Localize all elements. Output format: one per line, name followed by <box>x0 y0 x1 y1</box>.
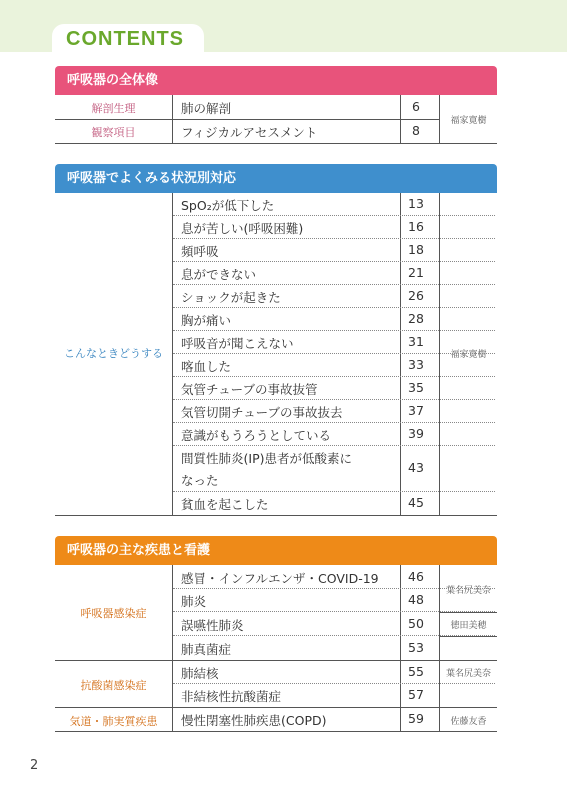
category-label: 解剖生理 <box>91 102 136 115</box>
toc-row[interactable] <box>173 423 495 446</box>
toc-item-page: 8 <box>412 123 420 138</box>
section-overview <box>55 66 497 144</box>
toc-item-page: 55 <box>408 664 424 679</box>
author-name: 福家寛樹 <box>450 350 487 360</box>
page-number: 2 <box>30 758 39 773</box>
page-title: CONTENTS <box>66 28 184 50</box>
author-name: 佐藤友香 <box>450 717 487 727</box>
toc-item-title-continued: なった <box>181 473 219 488</box>
toc-row[interactable] <box>173 707 495 731</box>
toc-item-page: 53 <box>408 640 424 655</box>
toc-item-page: 6 <box>412 99 420 114</box>
category-label: 観察項目 <box>91 126 136 139</box>
toc-item-page: 50 <box>408 616 424 631</box>
toc-row[interactable] <box>173 193 495 216</box>
toc-item-title: 感冒・インフルエンザ・COVID-19 <box>181 571 379 586</box>
category-label: 気道・肺実質疾患 <box>69 715 158 728</box>
toc-item-page: 43 <box>408 460 424 475</box>
toc-row[interactable] <box>173 239 495 262</box>
toc-item-title: 意識がもうろうとしている <box>181 428 332 443</box>
section-situations <box>55 164 497 516</box>
toc-item-title: 喀血した <box>181 359 232 374</box>
toc-item-page: 37 <box>408 403 424 418</box>
section-header: 呼吸器の主な疾患と看護 <box>55 536 497 565</box>
toc-row[interactable] <box>173 285 495 308</box>
toc-item-page: 13 <box>408 196 424 211</box>
toc-row[interactable] <box>173 565 495 589</box>
author-name: 葉名尻美奈 <box>445 586 491 596</box>
toc-item-page: 28 <box>408 311 424 326</box>
toc-item-title: 誤嚥性肺炎 <box>181 618 244 633</box>
toc-item-page: 33 <box>408 357 424 372</box>
toc-row[interactable] <box>173 216 495 239</box>
toc-item-title: 肺真菌症 <box>181 642 232 657</box>
toc-item-page: 48 <box>408 592 424 607</box>
category-label: こんなときどうする <box>64 347 163 360</box>
toc-item-title: 肺の解剖 <box>181 101 232 116</box>
toc-item-title: 貧血を起こした <box>181 497 269 512</box>
section-header: 呼吸器の全体像 <box>55 66 497 95</box>
toc-item-page: 26 <box>408 288 424 303</box>
toc-item-page: 21 <box>408 265 424 280</box>
toc-item-page: 16 <box>408 219 424 234</box>
toc-row[interactable] <box>173 400 495 423</box>
toc-item-page: 45 <box>408 495 424 510</box>
toc-item-title: 息が苦しい(呼吸困難) <box>181 221 304 236</box>
author-name: 葉名尻美奈 <box>445 669 491 679</box>
toc-item-page: 18 <box>408 242 424 257</box>
author-name: 徳田美穂 <box>450 621 487 631</box>
toc-row[interactable] <box>173 589 495 612</box>
section-diseases <box>55 536 497 732</box>
toc-item-page: 59 <box>408 711 424 726</box>
section-table <box>55 193 497 516</box>
toc-item-title: 肺炎 <box>181 594 207 609</box>
toc-row[interactable] <box>173 354 495 377</box>
toc-item-title: 呼吸音が聞こえない <box>181 336 294 351</box>
toc-item-title: 非結核性抗酸菌症 <box>181 689 282 704</box>
section-header: 呼吸器でよくみる状況別対応 <box>55 164 497 193</box>
toc-row[interactable] <box>173 492 495 515</box>
toc-row[interactable] <box>173 377 495 400</box>
contents-tab <box>52 24 204 54</box>
category-label: 呼吸器感染症 <box>80 607 147 620</box>
toc-row[interactable] <box>173 636 495 660</box>
section-table <box>55 95 497 144</box>
toc-item-page: 46 <box>408 569 424 584</box>
toc-row[interactable] <box>173 308 495 331</box>
author-name: 福家寛樹 <box>450 116 487 126</box>
toc-item-title: 息ができない <box>181 267 257 282</box>
toc-row[interactable] <box>173 446 495 492</box>
toc-item-title: フィジカルアセスメント <box>181 125 318 140</box>
toc-item-title: 気管チューブの事故抜管 <box>181 382 318 397</box>
toc-row[interactable] <box>173 684 495 707</box>
toc-item-title: 間質性肺炎(IP)患者が低酸素に <box>181 451 352 466</box>
toc-item-title: 気管切開チューブの事故抜去 <box>181 405 343 420</box>
toc-item-page: 39 <box>408 426 424 441</box>
toc-item-title: SpO₂が低下した <box>181 198 275 213</box>
toc-row[interactable] <box>173 612 495 636</box>
toc-item-page: 35 <box>408 380 424 395</box>
toc-row[interactable] <box>173 331 495 354</box>
toc-item-title: ショックが起きた <box>181 290 281 305</box>
toc-item-page: 31 <box>408 334 424 349</box>
category-label: 抗酸菌感染症 <box>80 679 147 692</box>
toc-row[interactable] <box>173 660 495 684</box>
toc-item-title: 頻呼吸 <box>181 244 219 259</box>
toc-item-title: 肺結核 <box>181 666 219 681</box>
toc-item-page: 57 <box>408 687 424 702</box>
toc-item-title: 慢性閉塞性肺疾患(COPD) <box>181 713 327 728</box>
section-table <box>55 565 497 732</box>
toc-row[interactable] <box>173 262 495 285</box>
toc-item-title: 胸が痛い <box>181 313 232 328</box>
